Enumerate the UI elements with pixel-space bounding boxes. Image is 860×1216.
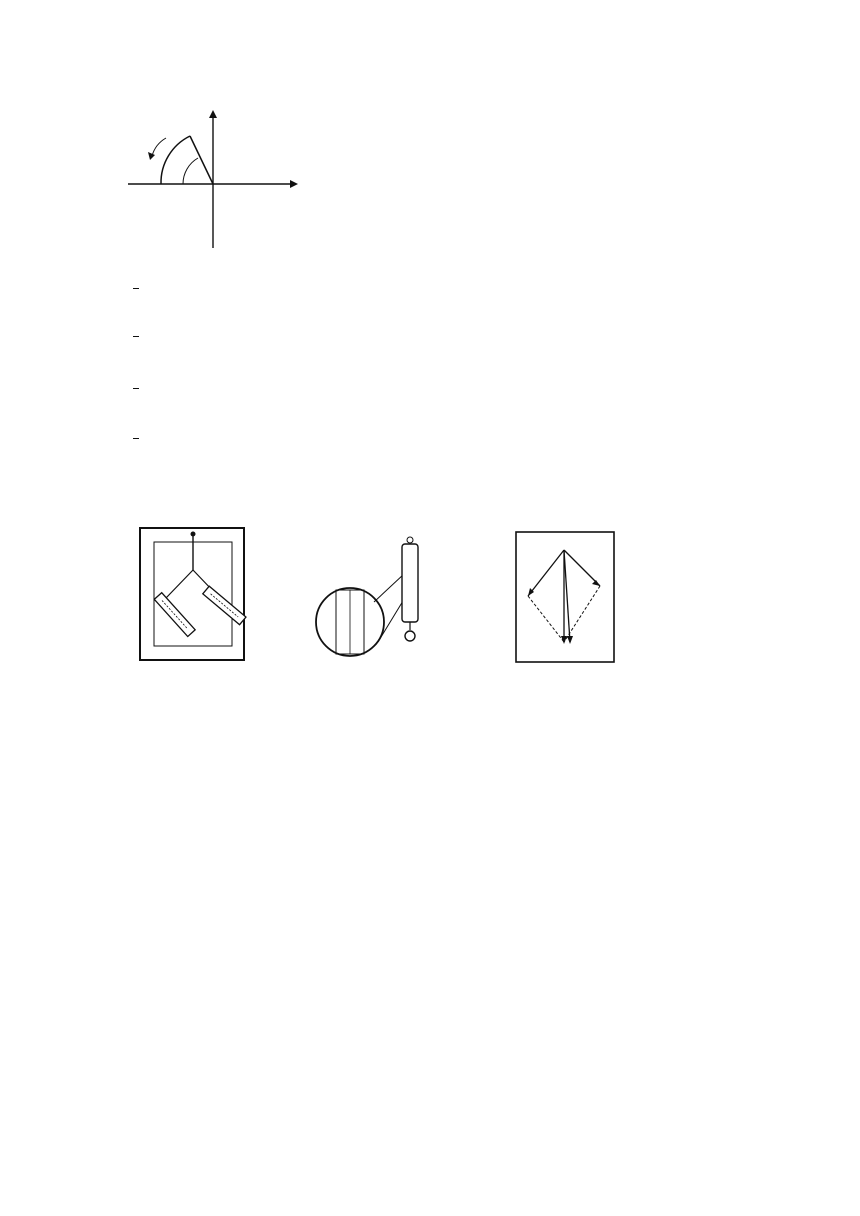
fraction: [133, 288, 139, 289]
fraction: [133, 336, 139, 337]
option-q10-d: [130, 428, 139, 448]
figure-jia-diagram: [136, 526, 248, 692]
numerator: [133, 388, 139, 389]
numerator: [133, 438, 139, 439]
fraction: [133, 388, 139, 389]
numerator: [133, 288, 139, 289]
field-figure: [128, 108, 300, 254]
figure-bing-diagram: [514, 530, 616, 692]
fraction: [133, 438, 139, 439]
option-q10-c: [130, 378, 139, 398]
figure-bing: [514, 530, 616, 692]
figure-yi-diagram: [312, 536, 492, 692]
numerator: [133, 336, 139, 337]
figure-jia: [136, 526, 248, 692]
field-diagram: [128, 108, 300, 254]
option-q10-a: [130, 278, 139, 298]
figure-yi: [312, 536, 492, 692]
option-q10-b: [130, 326, 139, 346]
